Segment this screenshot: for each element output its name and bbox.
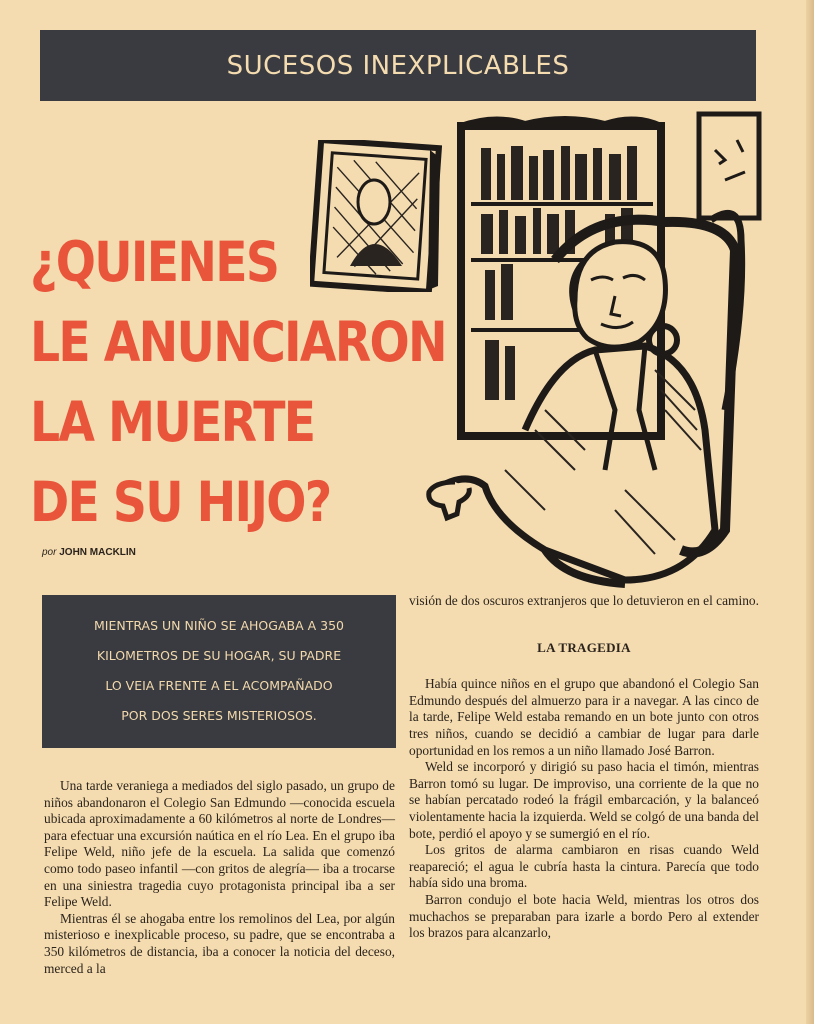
deck-line: POR DOS SERES MISTERIOSOS. — [121, 708, 317, 723]
article-paragraph: Barron condujo el bote hacia Weld, mientras los otros dos muchachos se preparaban para izarle a bordo Pero al extender los brazos para alcanzarlo, — [409, 891, 759, 941]
headline-line: DE SU HIJO? — [30, 470, 331, 534]
headline-line: ¿QUIENES — [30, 230, 279, 294]
article-paragraph: Mientras él se ahogaba entre los remolinos del Lea, por algún misterioso e inexplicable proceso, su padre, que se encontraba a 350 kilómetros de distancia, iba a conocer la noticia del deceso, merced a la — [44, 910, 395, 976]
section-subhead: LA TRAGEDIA — [537, 639, 631, 655]
byline-prefix: por — [42, 547, 57, 558]
page-edge — [806, 0, 814, 1024]
article-paragraph: Los gritos de alarma cambiaron en risas cuando Weld reapareció; el agua le cubría hasta la cintura. Parecía que todo había sido una broma. — [409, 842, 759, 891]
headline-line: LE ANUNCIARON — [30, 310, 446, 374]
deck-line: LO VEIA FRENTE A EL ACOMPAÑADO — [105, 678, 333, 693]
article-paragraph: Weld se incorporó y dirigió su paso hacia el timón, mientras Barron tomó su lugar. De improviso, una corriente de la que no se habían percatado rodeó la frágil embarcación, y la balanceó violentamente hacia la izquierda. Weld se colgó de una banda del bote, perdió el apoyo y se sumergió en el río. — [409, 759, 759, 841]
section-title: SUCESOS INEXPLICABLES — [226, 50, 570, 81]
byline-author: JOHN MACKLIN — [59, 547, 136, 558]
article-deck — [42, 595, 396, 748]
article-paragraph: Una tarde veraniega a mediados del siglo pasado, un grupo de niños abandonaron el Colegio San Edmundo —conocida escuela ubicada aproximadamente a 60 kilómetros al norte de Londres— para efectuar una excursión naútica en el río Lea. En el grupo iba Felipe Weld, niño jefe de la escuela. La salida que comenzó como todo paseo infantil —con gritos de alegría— iba a trocarse en una siniestra tragedia cuyo protagonista principal iba a ser Felipe Weld. — [44, 778, 395, 910]
byline — [42, 547, 136, 558]
article-paragraph: Había quince niños en el grupo que abandonó el Colegio San Edmundo después del almuerzo para ir a navegar. A las cinco de la tarde, Felipe Weld estaba remando en un bote junto con otros tres niños, cuando se decidió a cambiar de lugar para darle oportunidad en los remos a un niño llamado José Barron. — [409, 676, 759, 758]
article-column-right — [409, 593, 759, 942]
article-paragraph: visión de dos oscuros extranjeros que lo detuvieron en el camino. — [409, 593, 759, 608]
section-banner — [40, 30, 756, 101]
article-headline — [30, 222, 446, 542]
old-man-in-chair-illustration — [425, 110, 765, 588]
deck-line: MIENTRAS UN NIÑO SE AHOGABA A 350 — [94, 618, 344, 633]
article-column-left — [44, 778, 395, 977]
headline-line: LA MUERTE — [30, 390, 315, 454]
deck-line: KILOMETROS DE SU HOGAR, SU PADRE — [96, 648, 342, 663]
